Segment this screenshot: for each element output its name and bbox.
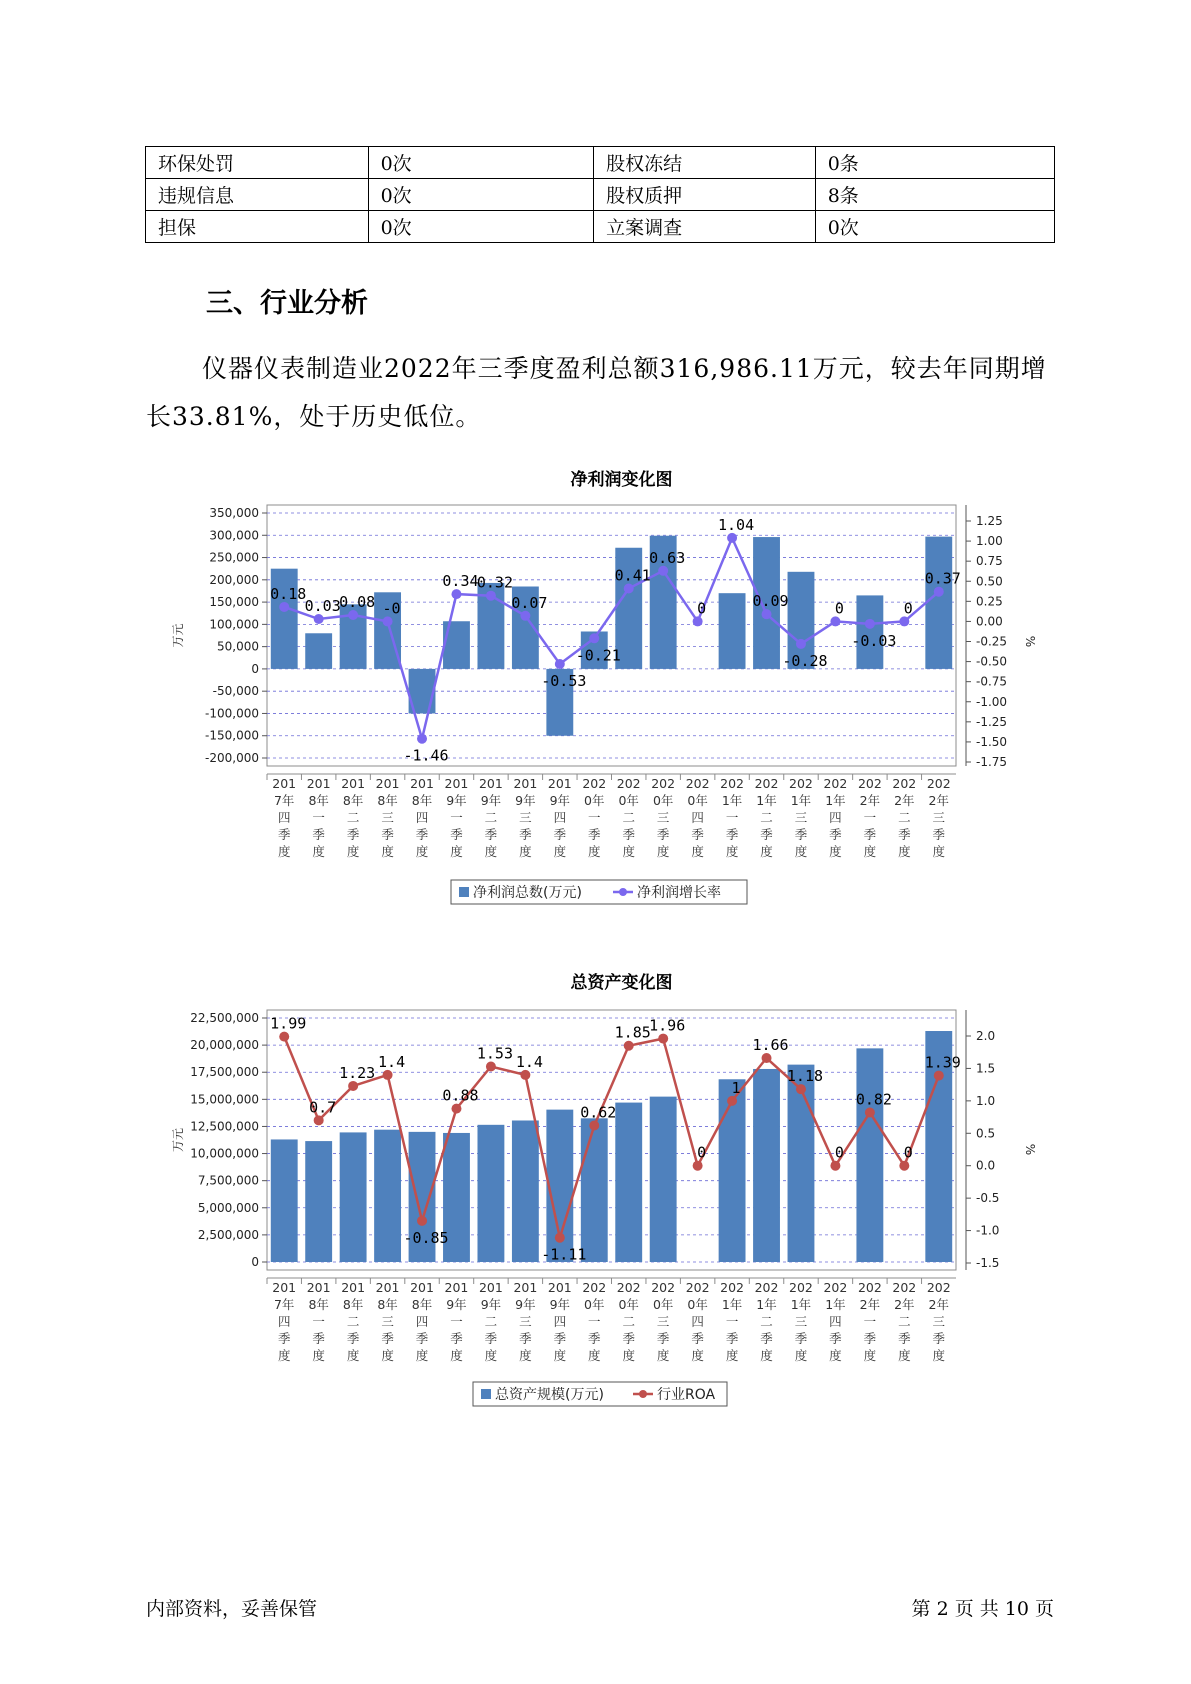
y2-axis-label: % [1023, 1143, 1037, 1156]
line-point [520, 611, 530, 621]
y2-tick-label: -1.00 [976, 694, 1008, 709]
line-point [486, 591, 496, 601]
x-tick-label: 202 0年四季度 [685, 776, 710, 859]
data-label: -0.28 [782, 651, 828, 670]
x-tick-label: 201 9年四季度 [547, 776, 572, 859]
data-label: 0.18 [270, 584, 307, 603]
data-label: 1.96 [649, 1016, 686, 1035]
data-label: 1.85 [614, 1023, 651, 1042]
bar [581, 1118, 608, 1262]
line-point [520, 1070, 530, 1080]
data-label: 0.09 [752, 592, 789, 611]
line-point [762, 1053, 772, 1063]
y-tick-label: 17,500,000 [190, 1065, 259, 1080]
line-point [348, 1081, 358, 1091]
data-label: 0.41 [614, 566, 651, 585]
table-cell: 股权冻结 [594, 147, 816, 179]
data-label: 0.82 [855, 1090, 892, 1109]
y-tick-label: 50,000 [217, 639, 259, 654]
legend-bar-swatch [459, 887, 469, 897]
y2-axis-label: % [1023, 635, 1037, 648]
y2-tick-label: -0.25 [976, 634, 1008, 649]
x-tick-label: 201 9年三季度 [513, 776, 538, 859]
x-tick-label: 201 8年四季度 [410, 1280, 434, 1363]
line-point [451, 589, 461, 599]
legend-bar-label: 总资产规模(万元) [495, 1387, 604, 1403]
x-tick-label: 202 1年四季度 [823, 1280, 848, 1363]
x-tick-label: 202 1年二季度 [754, 776, 779, 859]
data-label: 0 [903, 1143, 913, 1162]
data-label: 0.34 [442, 572, 479, 591]
data-label: 0.62 [580, 1103, 617, 1122]
line-point [830, 616, 840, 626]
data-label: 1.39 [924, 1053, 961, 1072]
x-tick-label: 202 0年四季度 [685, 1280, 710, 1363]
table-cell: 0次 [368, 211, 594, 243]
y2-tick-label: -1.75 [976, 755, 1008, 769]
y-tick-label: 12,500,000 [190, 1119, 259, 1134]
x-tick-label: 201 9年二季度 [478, 1280, 503, 1363]
data-label: 0 [903, 599, 913, 618]
line-point [589, 633, 599, 643]
y2-tick-label: -1.25 [976, 714, 1008, 729]
y2-tick-label: 2.0 [976, 1029, 996, 1043]
line-point [658, 566, 668, 576]
data-label: 1.18 [786, 1067, 824, 1086]
y-tick-label: -100,000 [205, 706, 259, 721]
chart-title: 总资产变化图 [570, 973, 673, 993]
data-label: 1.04 [718, 515, 755, 534]
y-tick-label: 0 [251, 1255, 259, 1269]
x-tick-label: 201 8年一季度 [306, 776, 331, 859]
line-point [796, 1084, 806, 1094]
y-tick-label: 200,000 [209, 572, 259, 587]
data-label: 1.4 [515, 1052, 543, 1071]
line-point [727, 533, 737, 543]
x-tick-label: 201 8年三季度 [375, 1280, 400, 1363]
x-tick-label: 201 8年四季度 [410, 776, 434, 859]
y2-tick-label: 1.5 [976, 1061, 996, 1076]
line-point [762, 609, 772, 619]
line-point [796, 639, 806, 649]
data-label: -0 [382, 599, 401, 618]
section-heading: 三、行业分析 [206, 288, 368, 319]
line-point [693, 616, 703, 626]
x-tick-label: 202 0年一季度 [582, 1280, 607, 1363]
y-tick-label: -50,000 [212, 684, 259, 699]
data-label: 0.32 [476, 573, 513, 592]
chart-title: 净利润变化图 [570, 470, 673, 490]
line-point [555, 1233, 565, 1243]
x-tick-label: 201 9年一季度 [444, 1280, 469, 1363]
table-cell: 担保 [146, 211, 369, 243]
line-point [934, 587, 944, 597]
bar [719, 1079, 746, 1262]
bar [271, 1139, 298, 1262]
line-point [314, 1115, 324, 1125]
y-tick-label: 0 [251, 661, 259, 676]
y-tick-label: 15,000,000 [190, 1092, 259, 1107]
line-point [865, 1108, 875, 1118]
y2-tick-label: 1.25 [976, 514, 1003, 528]
table-row [146, 211, 1055, 243]
x-tick-label: 202 2年三季度 [926, 1280, 951, 1363]
y-tick-label: 350,000 [209, 506, 259, 520]
x-tick-label: 201 7年四季度 [272, 1280, 297, 1363]
bar [856, 1048, 883, 1262]
line-point [417, 1216, 427, 1226]
data-label: -0.21 [575, 646, 621, 665]
table-cell: 0条 [815, 147, 1054, 179]
line-point [658, 1034, 668, 1044]
x-tick-label: 202 0年三季度 [651, 1280, 676, 1363]
y2-tick-label: 0.5 [976, 1126, 996, 1141]
y2-tick-label: 1.0 [976, 1093, 996, 1108]
table-cell: 违规信息 [146, 179, 369, 211]
x-tick-label: 201 9年三季度 [513, 1280, 538, 1363]
y2-tick-label: -1.0 [976, 1223, 1000, 1238]
x-tick-label: 202 2年三季度 [926, 776, 951, 859]
bar [477, 1125, 504, 1262]
line-point [727, 1096, 737, 1106]
bar [753, 1069, 780, 1262]
y2-tick-label: 0.25 [976, 594, 1003, 609]
legend-line-marker [619, 888, 627, 896]
data-label: 0.7 [309, 1098, 337, 1117]
line-point [899, 616, 909, 626]
line-point [383, 616, 393, 626]
data-label: 1 [731, 1078, 741, 1097]
legend-line-label: 净利润增长率 [637, 885, 721, 901]
bar [271, 569, 298, 669]
table-cell: 股权质押 [594, 179, 816, 211]
line-point [624, 1041, 634, 1051]
y2-tick-label: 0.00 [976, 614, 1003, 629]
y-tick-label: 300,000 [209, 528, 259, 543]
table-cell: 0次 [815, 211, 1054, 243]
data-label: -1.46 [403, 746, 449, 765]
x-tick-label: 202 0年一季度 [582, 776, 607, 859]
x-tick-label: 202 1年一季度 [720, 1280, 745, 1363]
y2-tick-label: -0.50 [976, 654, 1008, 669]
data-label: 0 [697, 1143, 707, 1162]
line-point [383, 1070, 393, 1080]
data-label: 0 [697, 599, 707, 618]
data-label: 0.63 [649, 548, 686, 567]
line-point [451, 1104, 461, 1114]
bar [305, 1141, 332, 1262]
data-label: -0.03 [851, 631, 897, 650]
x-tick-label: 201 8年一季度 [306, 1280, 331, 1363]
y-tick-label: -150,000 [205, 728, 259, 743]
bar [374, 1130, 401, 1262]
total-assets-chart [0, 958, 1191, 1428]
y-tick-label: 100,000 [209, 617, 259, 632]
y-tick-label: 250,000 [209, 550, 259, 565]
y2-tick-label: 0.50 [976, 574, 1003, 589]
x-tick-label: 202 1年三季度 [789, 776, 813, 859]
x-tick-label: 202 1年一季度 [720, 776, 745, 859]
footer-confidential-note: 内部资料，妥善保管 [146, 1598, 318, 1620]
x-tick-label: 201 8年二季度 [341, 776, 366, 859]
y2-tick-label: 0.0 [976, 1158, 996, 1173]
x-tick-label: 202 2年一季度 [857, 776, 882, 859]
x-tick-label: 202 1年二季度 [754, 1280, 779, 1363]
table-cell: 0次 [368, 147, 594, 179]
y-tick-label: 7,500,000 [197, 1173, 259, 1188]
x-tick-label: 201 8年三季度 [375, 776, 400, 859]
x-tick-label: 201 8年二季度 [341, 1280, 366, 1363]
y-tick-label: 150,000 [209, 595, 259, 610]
bar [615, 1103, 642, 1262]
x-tick-label: 202 0年二季度 [616, 1280, 641, 1363]
table-cell: 环保处罚 [146, 147, 369, 179]
line-point [899, 1161, 909, 1171]
line-point [279, 602, 289, 612]
data-label: 0 [834, 1143, 844, 1162]
y-tick-label: 10,000,000 [190, 1146, 259, 1161]
legend-bar-label: 净利润总数(万元) [473, 885, 582, 901]
x-tick-label: 201 9年四季度 [547, 1280, 572, 1363]
y-axis-label: 万元 [171, 1127, 185, 1153]
bar [340, 1132, 367, 1262]
line-point [589, 1121, 599, 1131]
table-row [146, 179, 1055, 211]
y2-tick-label: -0.5 [976, 1191, 1000, 1206]
table-cell: 立案调查 [594, 211, 816, 243]
y2-tick-label: -1.50 [976, 734, 1008, 749]
table-cell: 0次 [368, 179, 594, 211]
bar [512, 1120, 539, 1262]
line-point [279, 1032, 289, 1042]
x-tick-label: 202 2年二季度 [892, 1280, 917, 1363]
page-number: 第 2 页 共 10 页 [911, 1598, 1054, 1620]
line-point [693, 1161, 703, 1171]
line-point [486, 1061, 496, 1071]
net-profit-chart [0, 455, 1191, 925]
data-label: 1.23 [339, 1063, 376, 1082]
data-label: 1.4 [378, 1052, 406, 1071]
legend-line-label: 行业ROA [657, 1387, 716, 1403]
bar [305, 633, 332, 669]
line-point [314, 614, 324, 624]
data-label: 0.37 [924, 569, 961, 588]
x-tick-label: 202 2年二季度 [892, 776, 917, 859]
table-row [146, 147, 1055, 179]
bar [925, 537, 952, 669]
line-point [555, 659, 565, 669]
x-tick-label: 202 0年二季度 [616, 776, 641, 859]
bar [788, 1065, 815, 1262]
y-tick-label: 5,000,000 [197, 1200, 259, 1215]
data-label: 1.53 [476, 1044, 513, 1063]
x-tick-label: 202 1年四季度 [823, 776, 848, 859]
x-tick-label: 202 1年三季度 [789, 1280, 813, 1363]
y-tick-label: 2,500,000 [197, 1227, 259, 1242]
data-label: 0.88 [442, 1086, 479, 1105]
x-tick-label: 201 9年一季度 [444, 776, 469, 859]
y-tick-label: 22,500,000 [190, 1011, 259, 1025]
company-risk-table [145, 146, 1055, 243]
y2-tick-label: 1.00 [976, 534, 1003, 549]
y-axis-label: 万元 [171, 623, 185, 648]
bar [719, 593, 746, 669]
data-label: -0.85 [403, 1228, 449, 1247]
data-label: 1.66 [752, 1036, 789, 1055]
line-point [624, 583, 634, 593]
data-label: 0 [834, 599, 844, 618]
legend-line-marker [639, 1390, 647, 1398]
x-tick-label: 201 7年四季度 [272, 776, 297, 859]
data-label: 1.99 [270, 1014, 307, 1033]
analysis-paragraph: 仪器仪表制造业2022年三季度盈利总额316,986.11万元，较去年同期增长33.81%，处于历史低位。 [146, 354, 1047, 431]
x-tick-label: 202 0年三季度 [651, 776, 676, 859]
data-label: 0.03 [304, 597, 341, 616]
y-tick-label: 20,000,000 [190, 1038, 259, 1053]
y2-tick-label: -0.75 [976, 674, 1008, 689]
legend-bar-swatch [481, 1389, 491, 1399]
line-point [934, 1071, 944, 1081]
x-tick-label: 201 9年二季度 [478, 776, 503, 859]
x-tick-label: 202 2年一季度 [857, 1280, 882, 1363]
line-point [865, 619, 875, 629]
bar [650, 1097, 677, 1262]
data-label: -0.53 [541, 671, 587, 690]
line-point [348, 610, 358, 620]
line-point [417, 734, 427, 744]
data-label: 0.07 [511, 593, 548, 612]
y-tick-label: -200,000 [205, 751, 259, 765]
line-point [830, 1161, 840, 1171]
data-label: -1.11 [541, 1245, 587, 1264]
y2-tick-label: -1.5 [976, 1256, 1000, 1270]
data-label: 0.08 [339, 592, 376, 611]
y2-tick-label: 0.75 [976, 554, 1003, 569]
table-cell: 8条 [815, 179, 1054, 211]
